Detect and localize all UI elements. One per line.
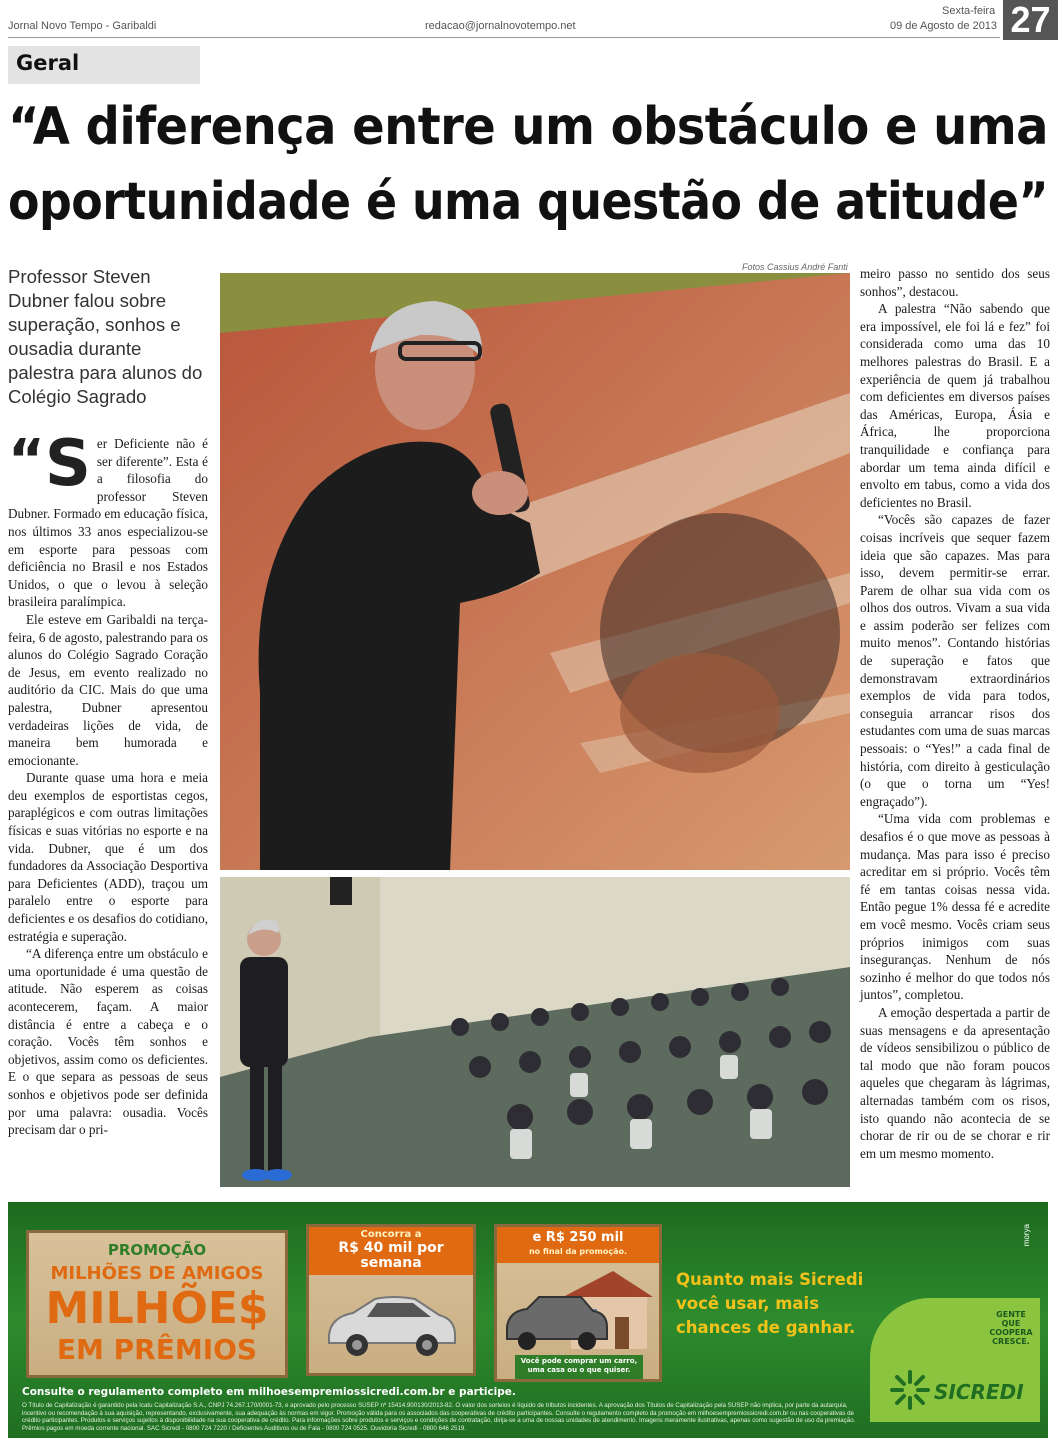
audience-photo: [220, 877, 850, 1187]
final-prize-amount: e R$ 250 mil: [532, 1230, 624, 1245]
weekly-prize-lead: Concorra a: [360, 1229, 422, 1240]
weekly-prize-board: [306, 1224, 476, 1376]
paragraph-text: er Deficiente não é ser diferente”. Esta é a filosofia do professor Steven Dubner. Formado em educação física, nos últimos 33 anos especializou-se em esporte para pessoas com deficiência no Brasil e nos Estados Unidos, o que o levou à seleção brasileira paralímpica.: [8, 436, 208, 610]
speaker-photo-illustration: [220, 273, 850, 870]
sicredi-brand: SICREDI: [934, 1380, 1024, 1404]
car-icon: [323, 1289, 459, 1359]
sicredi-logo-icon: [888, 1368, 932, 1412]
paragraph: “Uma vida com problemas e desafios é o que move as pessoas à mudança. Mas para isso é preciso acreditar em si próprio. Vocês têm fé em tantas coisas nessa vida. Então pegue 1% dessa fé e acredite em você mesmo. Vocês criam seus próprios inimigos com suas inseguranças. Nenhum de nós sozinho é melhor do que todos nós juntos”, completou.: [860, 811, 1050, 1003]
paragraph: Durante quase uma hora e meia deu exemplos de esportistas cegos, paraplégicos e com outras limitações físicas e suas vitórias no esporte e na vida. Dubner, que é um dos fundadores da Associação Desportiva para Deficientes (ADD), traçou um paralelo entre o esporte para deficientes e os desafios do cotidiano, estratégia e superação.: [8, 770, 208, 944]
audience-photo-illustration: [220, 877, 850, 1187]
fine-print: O Título de Capitalização é garantido pela Icatu Capitalização S.A., CNPJ 74.267.170/0001-73, e aprovado pelo processo SUSEP nº 15414.900130/2013-82. O valor dos sorteios é líquido de tributos incidentes. A aprovação dos Títulos de Capitalização pela SUSEP não implica, por parte da autarquia, incentivo ou recomendação à sua aquisição, representando, exclusivamente, sua adequação às normas em vigor. Promoção válida para os associados das cooperativas de crédito participantes. Consulte o regulamento completo da promoção em milhoesempremiossicredi.com.br ou nas cooperativas de crédito participantes. Produtos e serviços sujeitos à disponibilidade na sua cooperativa de crédito. Para informações sobre produtos e serviços e condições de contratação, dirija-se a uma de nossas unidades de atendimento. Imagens meramente ilustrativas, apenas como sugestão de uso da premiação. Prêmios pagos em moeda corrente nacional. SAC Sicredi - 0800 724 7220 / Deficientes Auditivos ou de Fala - 0800 724 0525. Ouvidoria Sicredi - 0800 646 2519.: [22, 1402, 856, 1432]
headline-line-2: oportunidade é uma questão de atitude”: [8, 172, 1049, 232]
drop-cap-quote: “: [8, 428, 45, 493]
promo-top-label: PROMOÇÃO: [107, 1241, 207, 1259]
headline-line-1: “A diferença entre um obstáculo e uma: [8, 97, 1048, 157]
sicredi-advertisement: [8, 1202, 1048, 1438]
paragraph: [8, 427, 208, 611]
section-label: Geral: [16, 51, 80, 75]
house-and-truck-icon: [503, 1267, 653, 1353]
final-prize-board: [494, 1224, 662, 1382]
header-rule: [8, 37, 1000, 38]
photo-credit: Fotos Cassius André Fanti: [742, 262, 848, 272]
article-column-3: [860, 265, 1050, 1162]
promo-big-title: MILHÕE$: [45, 1283, 269, 1334]
paragraph: A palestra “Não sabendo que era impossível, ele foi lá e fez” foi considerada como uma das 10 melhores palestras do Brasil. E a experiência de quem já trabalhou com deficientes em diversos países das Américas, Europa, Ásia e África, lhe proporciona tranquilidade e confiança para abordar um tema ainda difícil e envolto em tabus, como a vida dos deficientes no Brasil.: [860, 301, 1050, 510]
paragraph: “A diferença entre um obstáculo e uma oportunidade é uma questão de atitude. Não esperem as coisas acontecerem, façam. A maior distância é entre a cabeça e o coração. Vocês têm sonhos e objetivos, assim como os deficientes. E o que separa as pessoas de seus sonhos e objetivos pode ser definida por uma palavra: ousadia. Vocês precisam dar o pri-: [8, 946, 208, 1138]
promo-subtitle: EM PRÊMIOS: [56, 1333, 258, 1366]
ad-slogan: Quanto mais Sicredi você usar, mais chances de ganhar.: [676, 1270, 864, 1337]
paragraph: A emoção despertada a partir de suas mensagens e da apresentação de vídeos sensibilizou o público de tal modo que não foram poucos aqueles que chegaram às lágrimas, alternadas também com os risos, isto quando não acontecia de se chorar de rir ou de se chorar e rir em um mesmo momento.: [860, 1004, 1050, 1161]
weekday: Sexta-feira: [942, 5, 996, 17]
paragraph: Ele esteve em Garibaldi na terça-feira, 6 de agosto, palestrando para os alunos do Colégio Sagrado Coração de Jesus, em evento realizado no auditório da CIC. Mais do que uma palestra, Dubner apresentou verdadeiras lições de vida, de maneira bem humorada e emocionante.: [8, 611, 208, 768]
drop-cap: [8, 427, 91, 501]
drop-cap-letter: S: [44, 427, 91, 501]
speaker-photo: [220, 273, 850, 870]
page-number: 27: [1003, 0, 1058, 40]
promo-board: [26, 1230, 288, 1378]
editorial-email: redacao@jornalnovotempo.net: [425, 20, 576, 32]
sicredi-tagline: GENTE QUE COOPERA CRESCE.: [989, 1310, 1033, 1346]
issue-date: 09 de Agosto de 2013: [890, 20, 998, 32]
promo-title: MILHÕES DE AMIGOS: [50, 1263, 264, 1284]
paragraph: meiro passo no sentido dos seus sonhos”, destacou.: [860, 266, 1050, 299]
final-prize-sub: no final da promoção.: [528, 1247, 628, 1256]
regulation-line: Consulte o regulamento completo em milhoesempremiossicredi.com.br e participe.: [22, 1386, 516, 1398]
paragraph: “Vocês são capazes de fazer coisas incríveis que sequer fazem ideia que são capazes. Mas para isso, devem permitir-se errar. Parem de olhar sua vida com os olhos dos outros. Vivam a sua vida e assim poderão ser felizes com muito menos”. Contando histórias de superação e fatos que demonstravam extraordinários exemplos de vida para todos, conseguia arrancar risos dos estudantes com uma de suas marcas pessoais: o “Yes!” a cada final de história, com direito à gesticulação (o que o torna um “Yes! engraçado”).: [860, 512, 1050, 809]
publication-name: Jornal Novo Tempo - Garibaldi: [8, 20, 157, 32]
article-column-1: [8, 427, 208, 1139]
final-prize-note: Você pode comprar um carro, uma casa ou o que quiser.: [520, 1357, 638, 1374]
article-deck: Professor Steven Dubner falou sobre superação, sonhos e ousadia durante palestra para alunos do Colégio Sagrado: [8, 266, 203, 407]
weekly-prize-amount: R$ 40 mil por semana: [338, 1240, 444, 1271]
agency-credit: morya: [1022, 1224, 1031, 1247]
